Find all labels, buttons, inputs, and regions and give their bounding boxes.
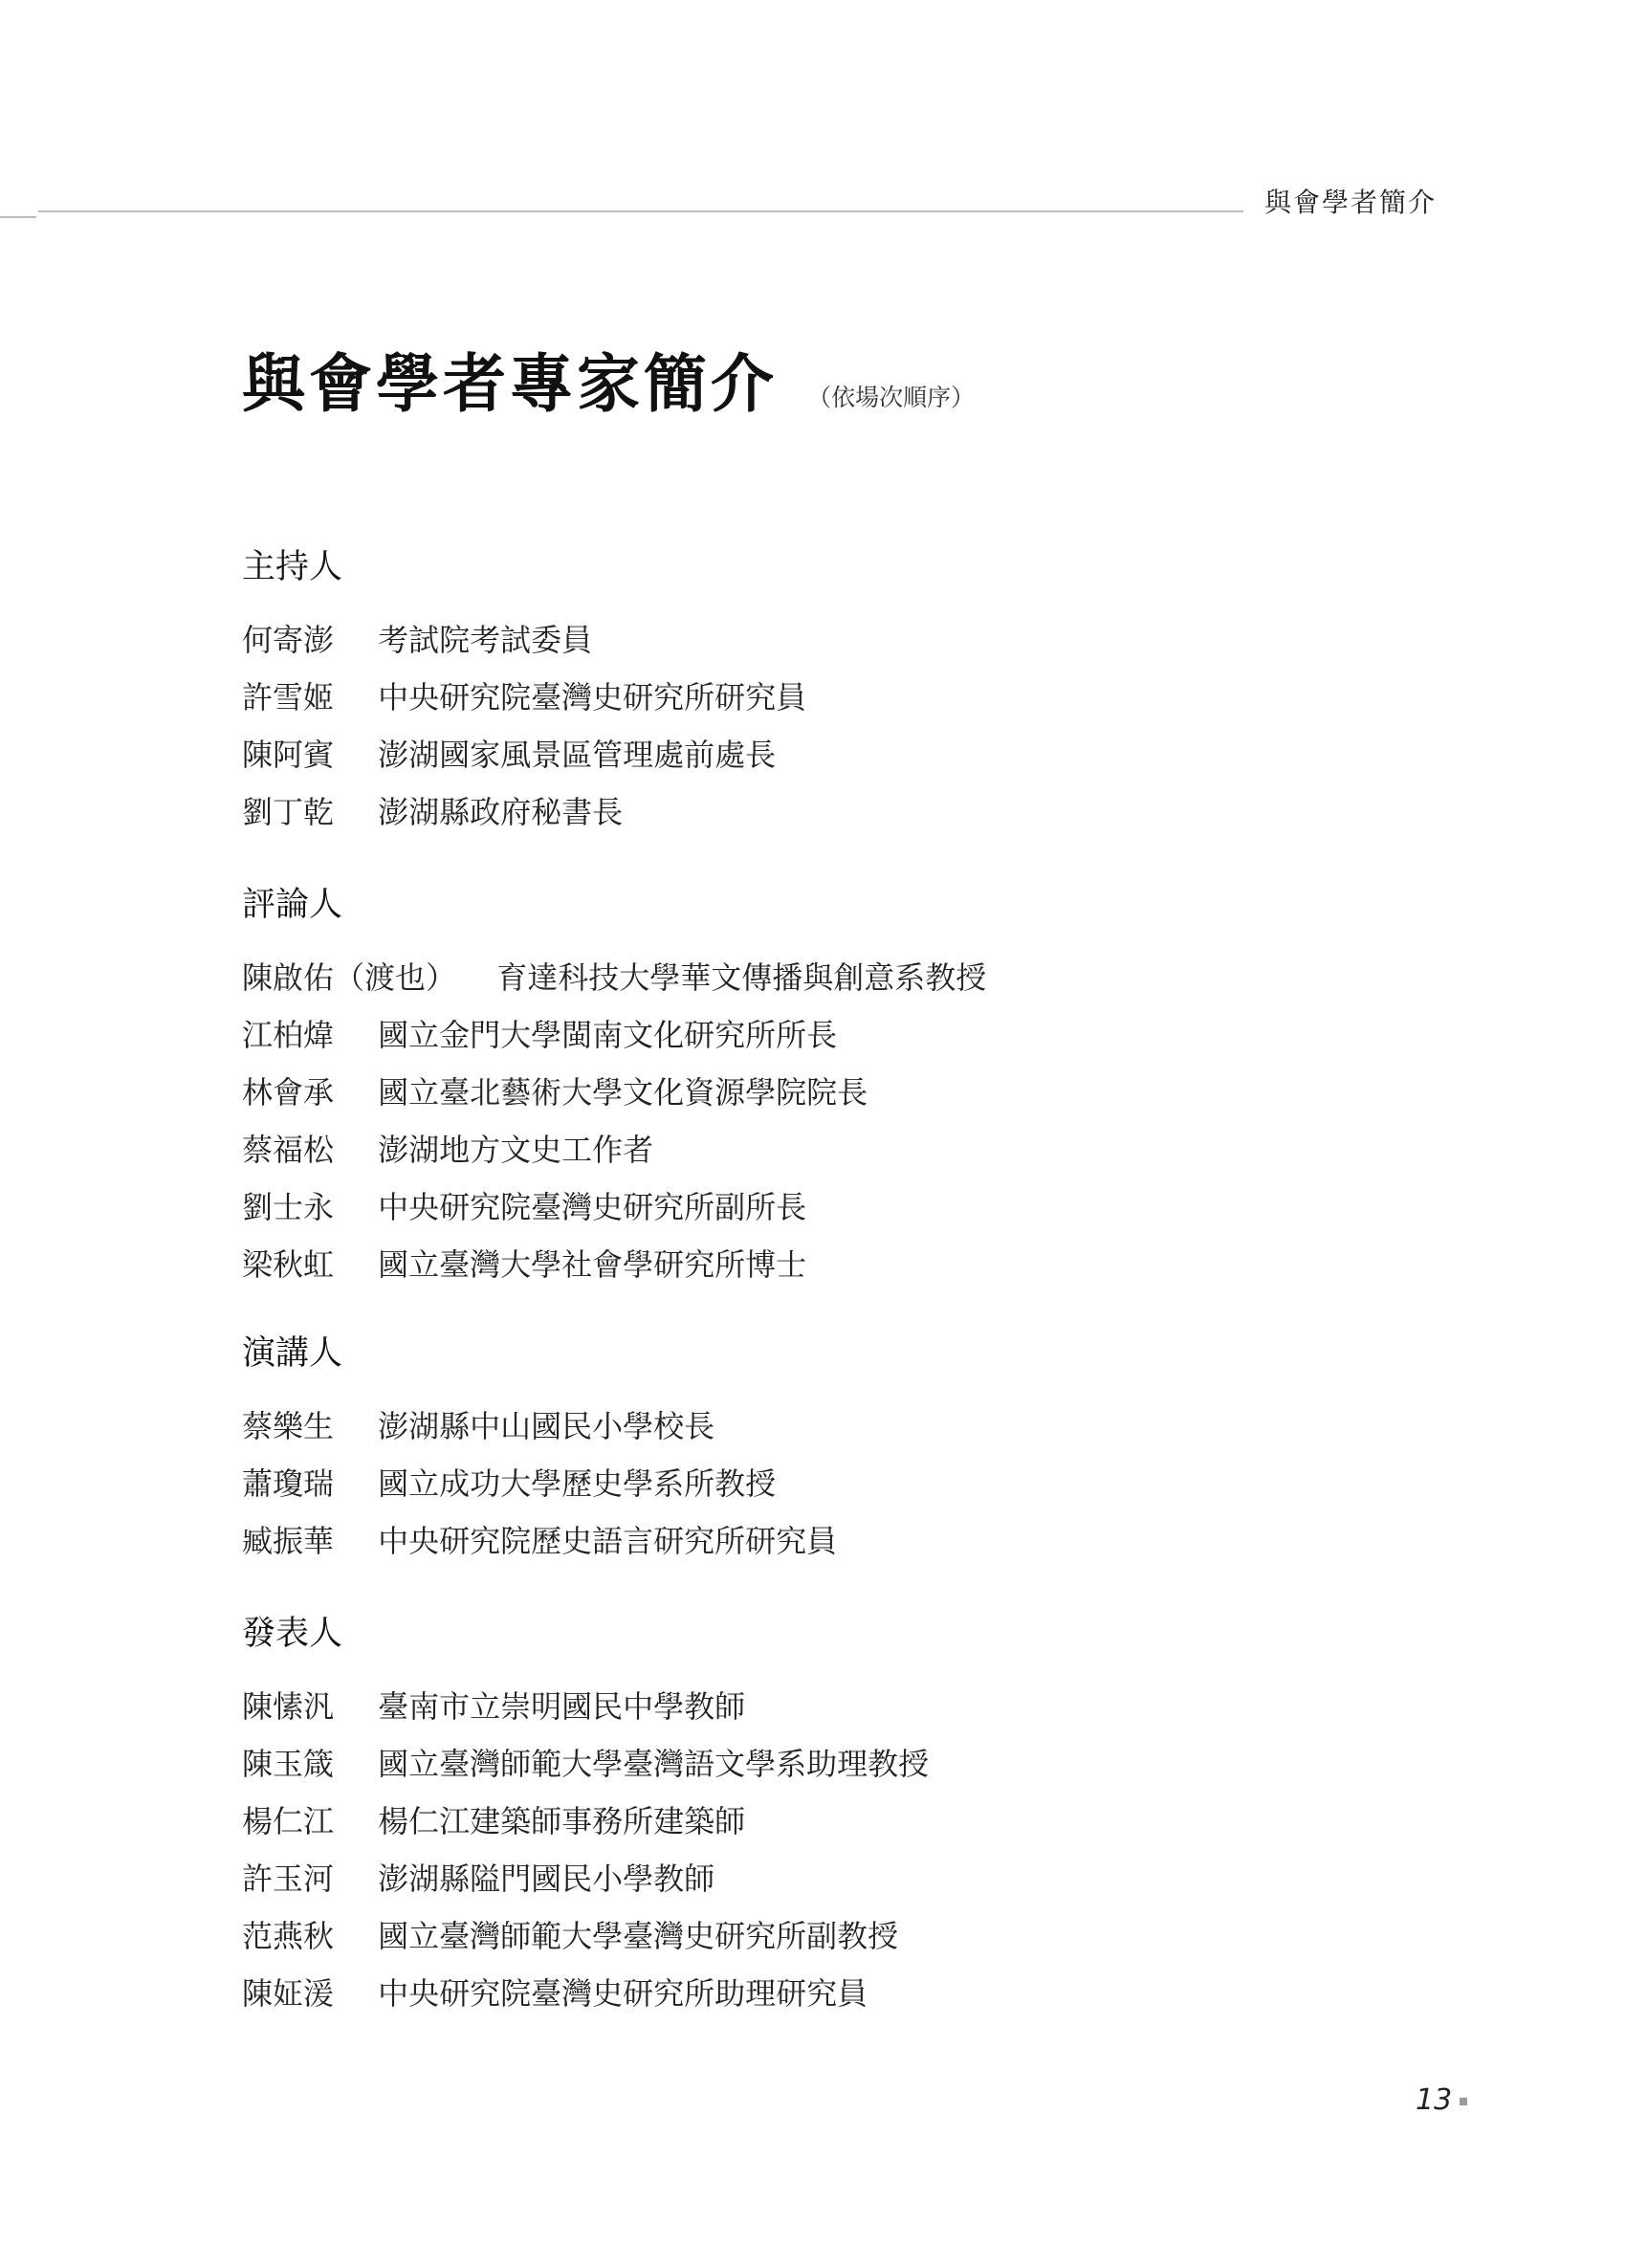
list-item bbox=[242, 1398, 837, 1455]
page-title-block bbox=[242, 333, 975, 424]
page-title: 與會學者專家簡介 bbox=[242, 346, 778, 421]
list-item bbox=[242, 1178, 986, 1236]
person-name: 蕭瓊瑞 bbox=[242, 1465, 335, 1502]
section-heading: 發表人 bbox=[242, 1615, 343, 1653]
person-name: 劉士永 bbox=[242, 1189, 335, 1225]
section-heading: 主持人 bbox=[242, 548, 343, 586]
person-name: 許玉河 bbox=[242, 1861, 335, 1897]
header-margin-rule bbox=[0, 216, 36, 218]
person-title: 國立金門大學閩南文化研究所所長 bbox=[378, 1017, 838, 1053]
section-heading: 演講人 bbox=[242, 1334, 343, 1373]
section-heading: 評論人 bbox=[242, 886, 343, 924]
list-item bbox=[242, 1006, 986, 1064]
list-item bbox=[242, 1455, 837, 1512]
person-title: 國立臺灣大學社會學研究所博士 bbox=[378, 1246, 807, 1283]
person-name: 劉丁乾 bbox=[242, 794, 335, 830]
person-name: 陳愫汎 bbox=[242, 1688, 335, 1725]
person-name: 許雪姬 bbox=[242, 679, 335, 716]
list-item bbox=[242, 726, 806, 783]
person-name: 陳阿賓 bbox=[242, 737, 335, 773]
list-item bbox=[242, 1850, 929, 1907]
person-title: 中央研究院臺灣史研究所研究員 bbox=[378, 679, 807, 716]
person-title: 中央研究院臺灣史研究所副所長 bbox=[378, 1189, 807, 1225]
person-name: 林會承 bbox=[242, 1074, 335, 1111]
person-name: 楊仁江 bbox=[242, 1803, 335, 1839]
person-title: 臺南市立崇明國民中學教師 bbox=[378, 1688, 746, 1725]
person-title: 國立成功大學歷史學系所教授 bbox=[378, 1465, 777, 1502]
page-number-marker bbox=[1460, 2098, 1467, 2105]
section-discussants bbox=[242, 878, 986, 1293]
running-head: 與會學者簡介 bbox=[1264, 187, 1438, 218]
person-title: 中央研究院歷史語言研究所研究員 bbox=[378, 1523, 838, 1559]
list-item bbox=[242, 1064, 986, 1121]
list-item bbox=[242, 611, 806, 669]
person-name: 蔡樂生 bbox=[242, 1408, 335, 1444]
list-item bbox=[242, 1236, 986, 1293]
person-title: 澎湖地方文史工作者 bbox=[378, 1132, 654, 1168]
list-item bbox=[242, 1907, 929, 1965]
person-name: 陳啟佑（渡也） bbox=[242, 959, 457, 996]
section-presenters bbox=[242, 1607, 929, 2022]
list-item bbox=[242, 1735, 929, 1793]
header-rule bbox=[38, 210, 1243, 212]
person-name: 范燕秋 bbox=[242, 1918, 335, 1954]
section-speakers bbox=[242, 1327, 837, 1570]
person-name: 梁秋虹 bbox=[242, 1246, 335, 1283]
person-title: 澎湖縣政府秘書長 bbox=[378, 794, 624, 830]
list-item bbox=[242, 1121, 986, 1178]
person-name: 陳姃湲 bbox=[242, 1975, 335, 2012]
section-moderators bbox=[242, 540, 806, 841]
list-item bbox=[242, 1793, 929, 1850]
page-number: 13 bbox=[1416, 2083, 1453, 2117]
person-name: 何寄澎 bbox=[242, 622, 335, 658]
person-title: 中央研究院臺灣史研究所助理研究員 bbox=[378, 1975, 868, 2012]
person-title: 楊仁江建築師事務所建築師 bbox=[378, 1803, 746, 1839]
list-item bbox=[242, 783, 806, 841]
list-item bbox=[242, 1512, 837, 1570]
person-name: 臧振華 bbox=[242, 1523, 335, 1559]
person-name: 蔡福松 bbox=[242, 1132, 335, 1168]
person-title: 國立臺灣師範大學臺灣語文學系助理教授 bbox=[378, 1746, 930, 1782]
person-title: 澎湖縣中山國民小學校長 bbox=[378, 1408, 715, 1444]
person-title: 育達科技大學華文傳播與創意系教授 bbox=[496, 959, 987, 996]
person-name: 江柏煒 bbox=[242, 1017, 335, 1053]
person-name: 陳玉箴 bbox=[242, 1746, 335, 1782]
person-title: 澎湖縣隘門國民小學教師 bbox=[378, 1861, 715, 1897]
person-title: 澎湖國家風景區管理處前處長 bbox=[378, 737, 777, 773]
person-title: 國立臺灣師範大學臺灣史研究所副教授 bbox=[378, 1918, 899, 1954]
page-subtitle: （依場次順序） bbox=[807, 384, 976, 411]
list-item bbox=[242, 1965, 929, 2022]
person-title: 國立臺北藝術大學文化資源學院院長 bbox=[378, 1074, 868, 1111]
list-item bbox=[242, 669, 806, 726]
person-title: 考試院考試委員 bbox=[378, 622, 593, 658]
list-item bbox=[242, 949, 986, 1006]
list-item bbox=[242, 1678, 929, 1735]
